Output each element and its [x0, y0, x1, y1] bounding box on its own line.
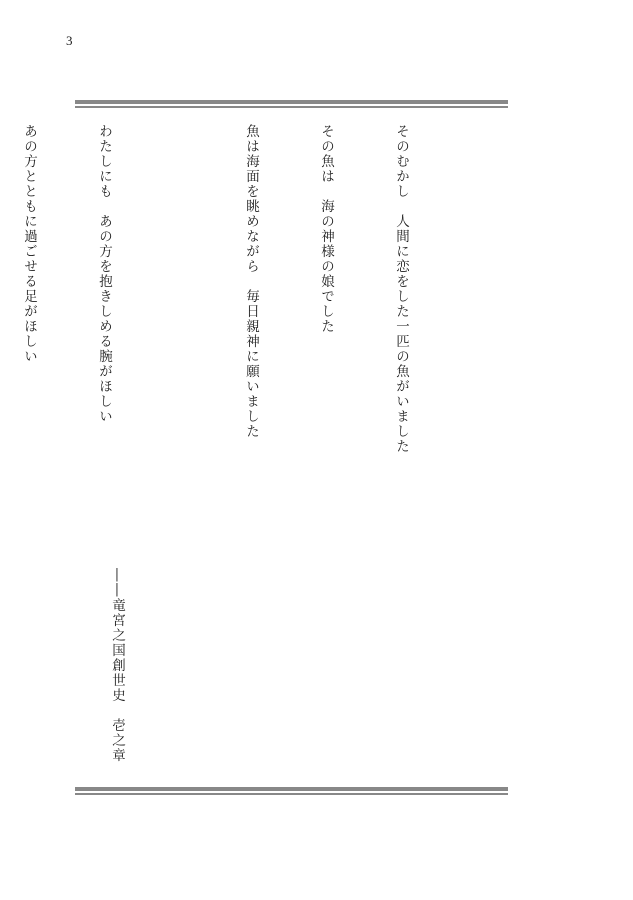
poem-body [0, 124, 463, 504]
poem-line: わたしにも あの方を抱きしめる腕がほしい [96, 124, 112, 424]
page-number: 3 [66, 33, 73, 48]
source-credit: ――竜宮之国創世史 壱之章 [109, 568, 125, 763]
poem-line: その魚は 海の神様の娘でした [318, 124, 334, 334]
top-double-rule [75, 100, 508, 109]
poem-line: そのむかし 人間に恋をした一匹の魚がいました [393, 124, 409, 454]
poem-line: あの方とともに過ごせる足がほしい [21, 124, 37, 364]
bottom-double-rule [75, 787, 508, 796]
poem-line: 魚は海面を眺めながら 毎日親神に願いました [243, 124, 259, 439]
stanza-gap [166, 124, 188, 504]
